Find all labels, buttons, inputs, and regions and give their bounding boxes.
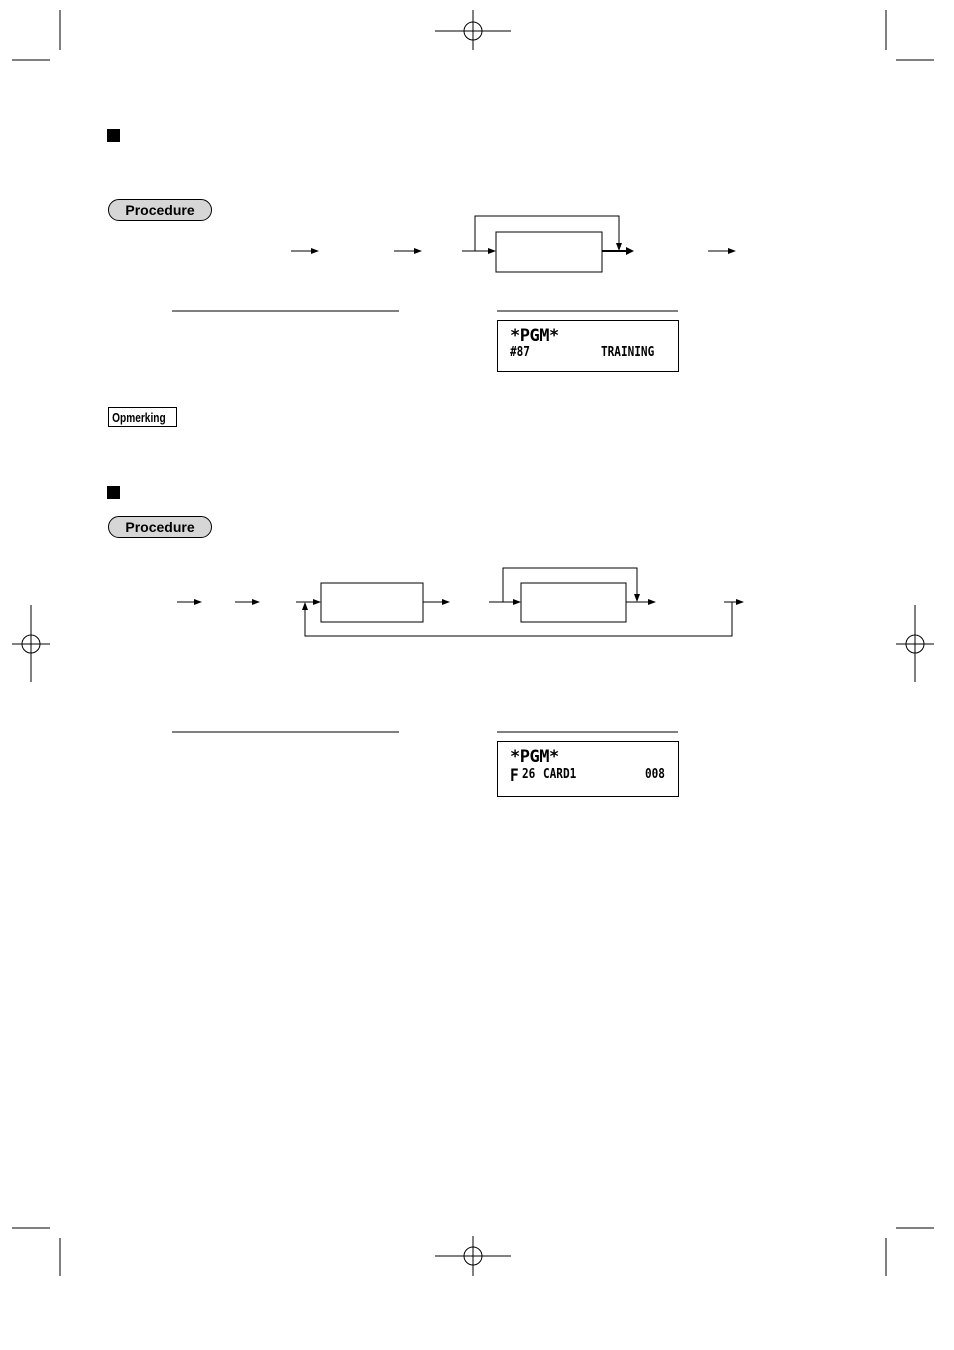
note-label: Opmerking	[112, 409, 166, 425]
display-1-label: TRAINING	[601, 345, 655, 360]
display-panel-2	[497, 741, 679, 797]
display-2-code: 26	[522, 767, 536, 782]
display-2-pgm: *PGM*	[510, 747, 559, 767]
display-2-label: CARD1	[543, 767, 577, 782]
note-badge	[108, 407, 177, 427]
flow-diagram-1	[291, 216, 736, 272]
procedure-badge-1: Procedure	[108, 199, 212, 221]
display-1-code: #87	[510, 345, 530, 360]
procedure-badge-2: Procedure	[108, 516, 212, 538]
rule-lines	[172, 311, 678, 732]
display-panel-1	[497, 320, 679, 372]
display-2-f-char: F	[510, 766, 519, 786]
section-1-bullet	[107, 129, 120, 142]
section-2-bullet	[107, 486, 120, 499]
display-1-pgm: *PGM*	[510, 326, 559, 346]
display-2-value: 008	[645, 767, 665, 782]
flow-diagram-2	[177, 568, 744, 636]
